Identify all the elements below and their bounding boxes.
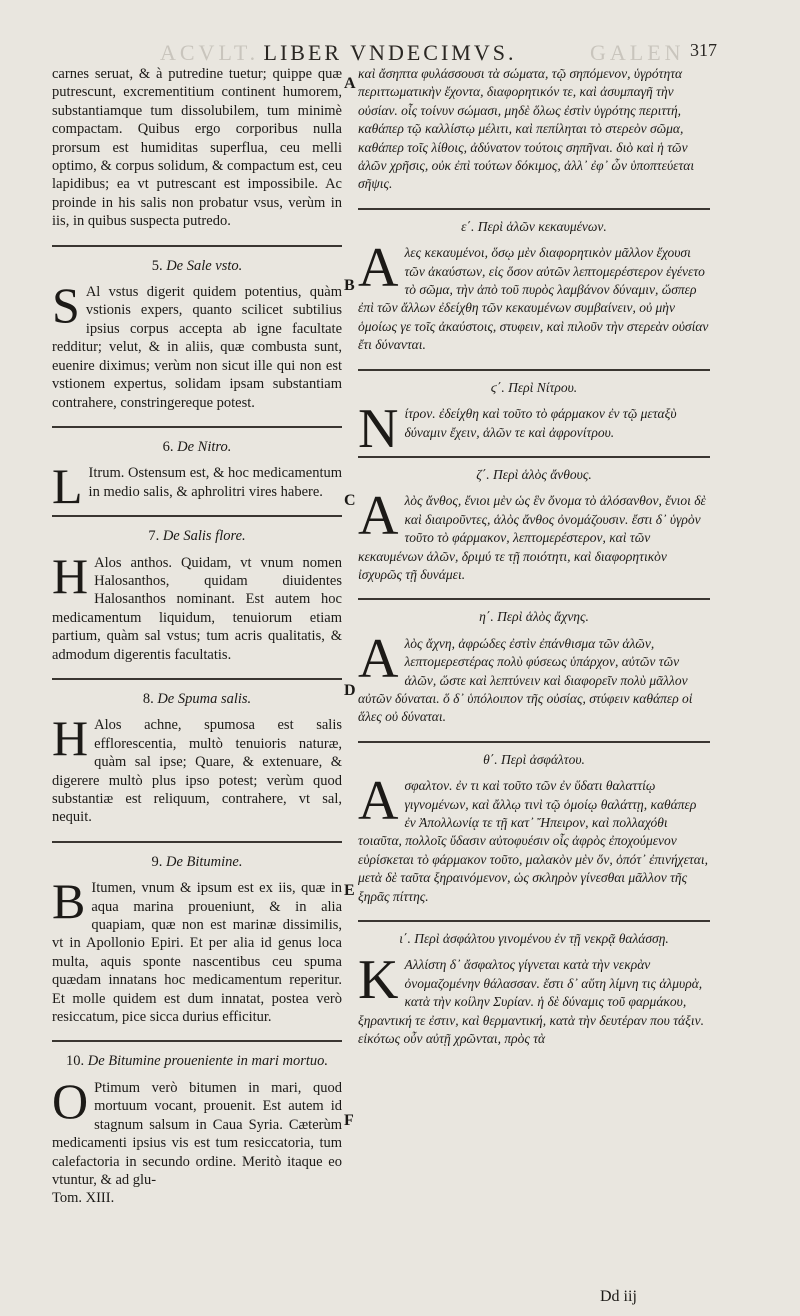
latin-section-body: S Al vstus digerit quidem potentius, quàm vstionis expers, quanto scilicet subtilius ipsius corpus accepta ab igne facultate redditur; velut, & in aliis, quæ combusta sunt, euenire diximus; verùm non sicut ille qui non est vstionem expertus, solidam ipsam substantiam contrahere, constringereque potest. xyxy=(52,277,342,411)
drop-cap: H xyxy=(52,547,89,604)
greek-intro-paragraph: καὶ ἄσηπτα φυλάσσουσι τὰ σώματα, τῷ σηπόμενον, ὑγρότητα περιττωματικὴν ἔχοντα, διαφορητικόν τε, καὶ ἀσυμπαγῆ τὴν οὐσίαν. οἷς τοίνυν σώμασι, μηδὲ ὅλως ἐστὶν ὑγρότης περιττή, καθάπερ τῷ καλλίστῳ μέλιτι, καὶ πεπίληται τὸ στερεὸν σῶμα, καθάπερ τοῖς λίθοις, ἀδύνατον τούτοις σηπῆναι. διὸ καὶ ἡ τῶν ἁλῶν χρῆσις, οὐκ ἐπὶ τούτων δόκιμος, ἀλλ᾽ ἐφ᾽ ὧν ὑποπτεύεται σῆψις. xyxy=(358,66,695,192)
running-head: LIBER VNDECIMVS. xyxy=(263,40,517,65)
greek-section-heading: ϛ΄. Περὶ Νίτρου. xyxy=(490,379,578,395)
volume-footer: Tom. XIII. xyxy=(52,1190,115,1207)
margin-letter-e: E xyxy=(344,882,355,899)
latin-section-heading: 9. De Bitumine. xyxy=(151,853,243,870)
page-number: 317 xyxy=(690,40,717,60)
section-divider xyxy=(52,1040,342,1042)
greek-section-body: Αλὸς ἄνθος, ἔνιοι μὲν ὡς ἓν ὄνομα τὸ ἁλόσανθον, ἔνιοι δὲ καὶ διαιροῦντες, ἁλὸς ἄνθος ὀνομάζουσιν. ἔστι δ᾽ ὑγρὸν τοῦτο τὸ φάρμακον, λεπτομερέστερον, καὶ τῶν κεκαυμένων ἁλῶν, δριμύ τε τῇ ποιότητι, καὶ διαφορητικὸν ἰσχυρῶς τῇ δυνάμει. xyxy=(358,485,706,582)
latin-column xyxy=(52,65,342,1280)
greek-section-body: Νίτρον. ἐδείχθη καὶ τοῦτο τὸ φάρμακον ἐν τῷ μεταξὺ δύναμιν ἔχειν, ἁλῶν τε καὶ ἀφρονίτρου. xyxy=(358,398,677,461)
section-divider xyxy=(52,426,342,428)
latin-section-body: H Alos anthos. Quidam, vt vnum nomen Halosanthos, quidam diuidentes Halosanthos nominant. Est autem hoc medicamentum liquidum, tenuiorum etiam partium, quàm sal vstus; tum acris qualitatis, & admodum digerentis facultatis. xyxy=(52,547,342,663)
drop-cap: Α xyxy=(358,237,399,300)
greek-section-body: Αλὸς ἄχνη, ἀφρώδες ἐστὶν ἐπάνθισμα τῶν ἁλῶν, λεπτομερεστέρας πολὺ φύσεως ὑπάρχον, αὐτῶν τῶν ἁλῶν, ὥστε καὶ λεπτύνειν καὶ διαφορεῖν πολὺ μᾶλλον αὐτῶν δύναται. ὅ δ᾽ ὑπόλοιπον τῆς οὐσίας, στύφειν καθάπερ οἱ ἅλες οὐ δύναται. xyxy=(358,627,693,725)
drop-cap: B xyxy=(52,873,86,930)
greek-section-body: Κ Αλλίστη δ᾽ ἄσφαλτος γίγνεται κατὰ τὴν νεκρὰν ὀνομαζομένην θάλασσαν. ἔστι δ᾽ αὕτη λίμνη τις ἁλμυρὰ, κατὰ τὴν κοίλην Συρίαν. ἡ δὲ δύναμις τοῦ φαρμάκου, ξηραντική τε ἐστιν, καὶ θερμαντική, κατὰ τὴν δευτέραν που τάξιν. εἰκότως οὖν αὐτῇ χρῶνται, πρὸς τὰ xyxy=(358,949,705,1047)
bleed-through-text-right: GALEN xyxy=(590,40,685,65)
margin-letter-d: D xyxy=(344,682,356,699)
greek-section-body: Αλες κεκαυμένοι, ὅσῳ μὲν διαφορητικὸν μᾶλλον ἔχουσι τῶν ἀκαύστων, εἰς ὅσον αὐτῶν λεπτομερέστερον ἐγένετο τὸ σῶμα, τὴν ἀπὸ τοῦ πυρὸς λαμβάνον δύναμιν, ὥσπερ ἐπὶ τῶν ἄλλων ἐδείχθη τῶν κεκαυμένων συμβαίνειν, οὐ μὴν ὁμοίως γε τοῖς ἀκαύστοις, στυφειν, καὶ πιλοῦν τὴν στερεὰν οὐσίαν ἔτι δύνανται. xyxy=(358,237,709,353)
greek-column xyxy=(358,65,710,1280)
latin-section-heading: 7. De Salis flore. xyxy=(148,528,246,545)
margin-letter-f: F xyxy=(344,1112,354,1129)
latin-intro-paragraph: carnes seruat, & à putredine tuetur; quippe quæ putrescunt, excrementitium continent humorem, substantiamque tum dissolubilem, tum minimè compactam. Quibus ergo corporibus nulla prorsum est humiditas superflua, ceu melli optimo, & corpus solidum, & compactum est, ceu lapidibus; ea vt putrescant est impossibile. Ac proinde in his salis non probatur vsus, verùm in iis, in quibus suspecta putredo. xyxy=(52,66,342,230)
drop-cap: O xyxy=(52,1072,89,1129)
section-divider xyxy=(52,841,342,843)
drop-cap: S xyxy=(52,277,80,334)
greek-section-heading: θ΄. Περὶ ἀσφάλτου. xyxy=(483,751,585,767)
latin-section-body: H Alos achne, spumosa est salis efflorescentia, multò tenuioris naturæ, quàm sal ipse; Quare, & extenuare, & digerere multò plus ipso potest; verùm quod substantiæ est reliquum, contrahere, vt sal, nequit. xyxy=(52,710,342,826)
drop-cap: Α xyxy=(358,627,399,690)
margin-letter-b: B xyxy=(344,277,355,294)
latin-section-heading: 10. De Bitumine proueniente in mari mortuo. xyxy=(65,1053,329,1070)
drop-cap: Κ xyxy=(358,949,399,1012)
section-divider xyxy=(52,245,342,247)
drop-cap: Α xyxy=(358,770,399,833)
section-divider xyxy=(52,515,342,517)
section-divider xyxy=(358,598,710,600)
signature-mark: Dd iij xyxy=(600,1288,637,1305)
latin-section-heading: 6. De Nitro. xyxy=(162,438,232,455)
bleed-through-text-left: ACVLT. xyxy=(160,40,260,65)
latin-section-body: L Itrum. Ostensum est, & hoc medicamentum in medio salis, & aphrolitri vires habere. xyxy=(52,458,342,515)
margin-letter-c: C xyxy=(344,492,356,509)
greek-section-heading: ε΄. Περὶ ἁλῶν κεκαυμένων. xyxy=(461,218,607,234)
greek-section-heading: ι΄. Περὶ ἀσφάλτου γινομένου ἐν τῇ νεκρᾷ θαλάσσῃ. xyxy=(399,931,669,947)
latin-section-body: B Itumen, vnum & ipsum est ex iis, quæ in aqua marina proueniunt, & in alia quapiam, quæ non est marinæ dissimilis, vt in Apollonio Epiri. Et per alia id genus loca multa, aquis sponte nascentibus ceu spuma quædam innatans hoc medicamentum reperitur. Et molle quidem est dum innatat, postea verò resiccatum, pice sicca durius efficitur. xyxy=(52,873,342,1026)
greek-section-heading: ζ΄. Περὶ ἁλὸς ἄνθους. xyxy=(476,466,592,482)
latin-section-heading: 8. De Spuma salis. xyxy=(142,690,252,707)
section-divider xyxy=(358,456,710,458)
drop-cap: H xyxy=(52,710,89,767)
section-divider xyxy=(358,369,710,371)
margin-letter-a: A xyxy=(344,75,356,92)
latin-section-heading: 5. De Sale vsto. xyxy=(151,257,243,274)
section-divider xyxy=(358,208,710,210)
drop-cap: Α xyxy=(358,485,399,548)
section-divider xyxy=(52,678,342,680)
greek-section-body: Ασφαλτον. ἐν τι καὶ τοῦτο τῶν ἐν ὕδατι θαλαττίῳ γιγνομένων, καὶ ἄλλῳ τινὶ τῷ ὁμοίῳ θαλάττῃ, καθάπερ ἐν Ἀπολλωνίᾳ τε τῇ κατ᾽ Ἤπειρον, καὶ πολλαχόθι τοιαῦτα, πολλοῖς ὕδασιν αὐτοφυέσιν οἷς ἀφρὸς ἐποχούμενον εὑρίσκεται τὸ φάρμακον τοῦτο, μαλακὸν μὲν ὅν, ὁπότ᾽ ἐπινήχεται, μετὰ δὲ ταῦτα ξηραινόμενον, ὡς σκληρὸν γίνεσθαι μᾶλλον τῆς ξηρᾶς πίττης. xyxy=(358,770,708,904)
section-divider xyxy=(358,920,710,922)
latin-section-body: O Ptimum verò bitumen in mari, quod mortuum vocant, prouenit. Est autem id stagnum salsum in Caua Syria. Cæterùm medicamenti ipsius vis est tum resiccatoria, tum calefactoria in secundo ordine. Meritò itaque eo vtuntur, & ad glu- xyxy=(52,1072,342,1188)
section-divider xyxy=(358,741,710,743)
drop-cap: L xyxy=(52,458,83,515)
greek-section-heading: η΄. Περὶ ἁλὸς ἄχνης. xyxy=(479,609,589,625)
drop-cap: Ν xyxy=(358,398,399,461)
